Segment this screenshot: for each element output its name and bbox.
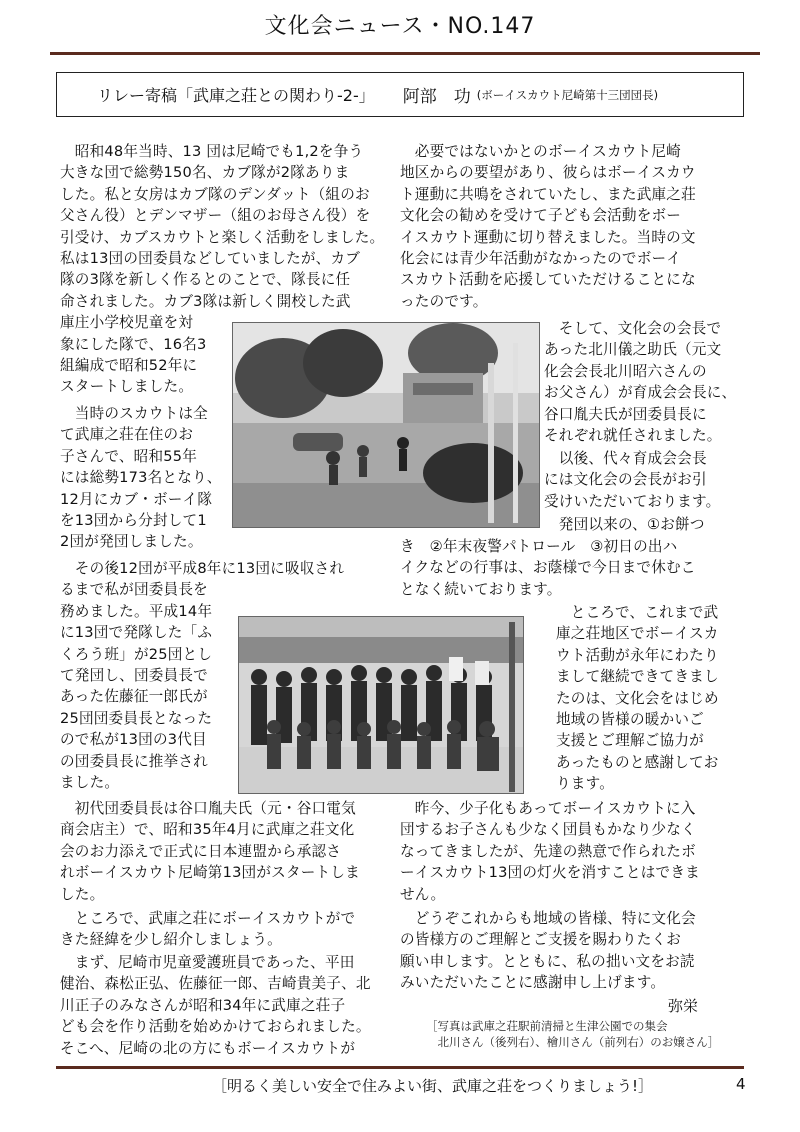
left-paragraph-3: その後12団が平成8年に13団に吸収され るまで私が団委員長を 務めました。平成14年 に13団で発隊した「ふ くろう班」が25団とし て発団し、団委員長で あった佐藤征一郎氏が 25団団委員長となった ので私が13団の3代目 の団委員長に推挙され ました。 — [60, 560, 345, 792]
left-paragraph-5: ところで、武庫之荘にボーイスカウトがで きた経緯を少し紹介しましょう。 — [60, 910, 356, 949]
right-paragraph-7: どうぞこれからも地域の皆様、特に文化会 の皆様方のご理解とご支援を賜わりたくお 願い申します。とともに、私の拙い文をお読 みいただいたことに感謝申し上げます。 — [400, 910, 696, 992]
right-paragraph-2: そして、文化会の会長で あった北川儀之助氏（元文 化会会長北川昭六さんの お父さん）が育成会会長に、 谷口胤夫氏が団委員長に それぞれ就任されました。 — [544, 320, 737, 445]
right-paragraph-3: 以後、代々育成会会長 には文化会の会長がお引 受けいただいております。 — [544, 450, 721, 510]
footer-slogan: ［明るく美しい安全で住みよい街、武庫之荘をつくりましょう!］ — [212, 1077, 654, 1095]
author-role: (ボーイスカウト尼崎第十三団団長) — [476, 87, 659, 102]
left-paragraph-4: 初代団委員長は谷口胤夫氏（元・谷口電気 商会店主）で、昭和35年4月に武庫之荘文化 会のお力添えで正式に日本連盟から承認さ れボーイスカウト尼崎第13団がスタートしま した。 — [60, 800, 360, 903]
right-paragraph-4-start: 発団以来の、①お餅つ — [544, 516, 705, 533]
photo-group-gathering — [238, 616, 524, 794]
right-paragraph-5: ところで、これまで武 庫之荘地区でボーイスカ ウト活動が永年にわたり まして継続できてきまし たのは、文化会をはじめ 地域の皆様の暖かいご 支援とご理解ご協力が あったものと感謝してお ります。 — [556, 604, 719, 793]
article-author: 阿部 功 — [402, 87, 471, 107]
signature: 弥栄 — [668, 997, 699, 1015]
newsletter-title: 文化会ニュース・NO.147 — [264, 14, 536, 39]
left-paragraph-1: 昭和48年当時、13 団は尼崎でも1,2を争う 大きな団で総勢150名、カブ隊が2隊ありま した。私と女房はカブ隊のデンダット（組のお 父さん役）とデンマザー（組のお母さん役）を 引受け、カブスカウトと楽しく活動をしました。 私は13団の団委員などしていましたが、カブ 隊の3隊を新しく作るとのことで、隊長に任 命されました。カブ3隊は新しく開校した武 庫庄小学校児童を対 象にした隊で、16名3 組編成で昭和52年に スタートしました。 — [60, 143, 385, 396]
right-paragraph-1: 必要ではないかとのボーイスカウト尼崎 地区からの要望があり、彼らはボーイスカウ ト運動に共鳴をされていたし、また武庫之荘 文化会の勧めを受けて子ども会活動をボー イスカウト運動に切り替えました。当時の文 化会には青少年活動がなかったのでボーイ スカウト活動を応援していただけることにな ったのです。 — [400, 143, 696, 310]
photo-group-image — [239, 617, 524, 794]
article-title-box — [56, 72, 744, 117]
right-paragraph-6: 昨今、少子化もあってボーイスカウトに入 団するお子さんも少なく団員もかなり少なく なってきましたが、先達の熱意で作られたボ ーイスカウト13団の灯火を消すことはできま せん。 — [400, 800, 700, 903]
header-divider — [50, 52, 760, 55]
left-paragraph-6: まず、尼崎市児童愛護班員であった、平田 健治、森松正弘、佐藤征一郎、吉崎貴美子、北 川正子のみなさんが昭和34年に武庫之荘子 ども会を作り活動を始めかけておられました。 そこへ、尼崎の北の方にもボーイスカウトが — [60, 954, 371, 1057]
photo-cleanup-image — [233, 323, 540, 528]
photo-station-cleanup — [232, 322, 540, 528]
left-paragraph-2: 当時のスカウトは全 て武庫之荘在住のお 子さんで、昭和55年 には総勢173名となり、 12月にカブ・ボーイ隊 を13団から分封して1 2団が発団しました。 — [60, 405, 222, 551]
photo-caption: ［写真は武庫之荘駅前清掃と生津公園での集会 北川さん（後列右）、檜川さん（前列右）のお嬢さん］ — [426, 1019, 720, 1049]
article-title: リレー寄稿「武庫之荘との関わり-2-」 — [97, 86, 375, 105]
footer-divider — [56, 1066, 744, 1069]
right-paragraph-4: き ②年末夜警パトロール ③初日の出ハ イクなどの行事は、お蔭様で今日まで休むこ となく続いております。 — [400, 538, 696, 598]
page-number: 4 — [736, 1075, 746, 1093]
